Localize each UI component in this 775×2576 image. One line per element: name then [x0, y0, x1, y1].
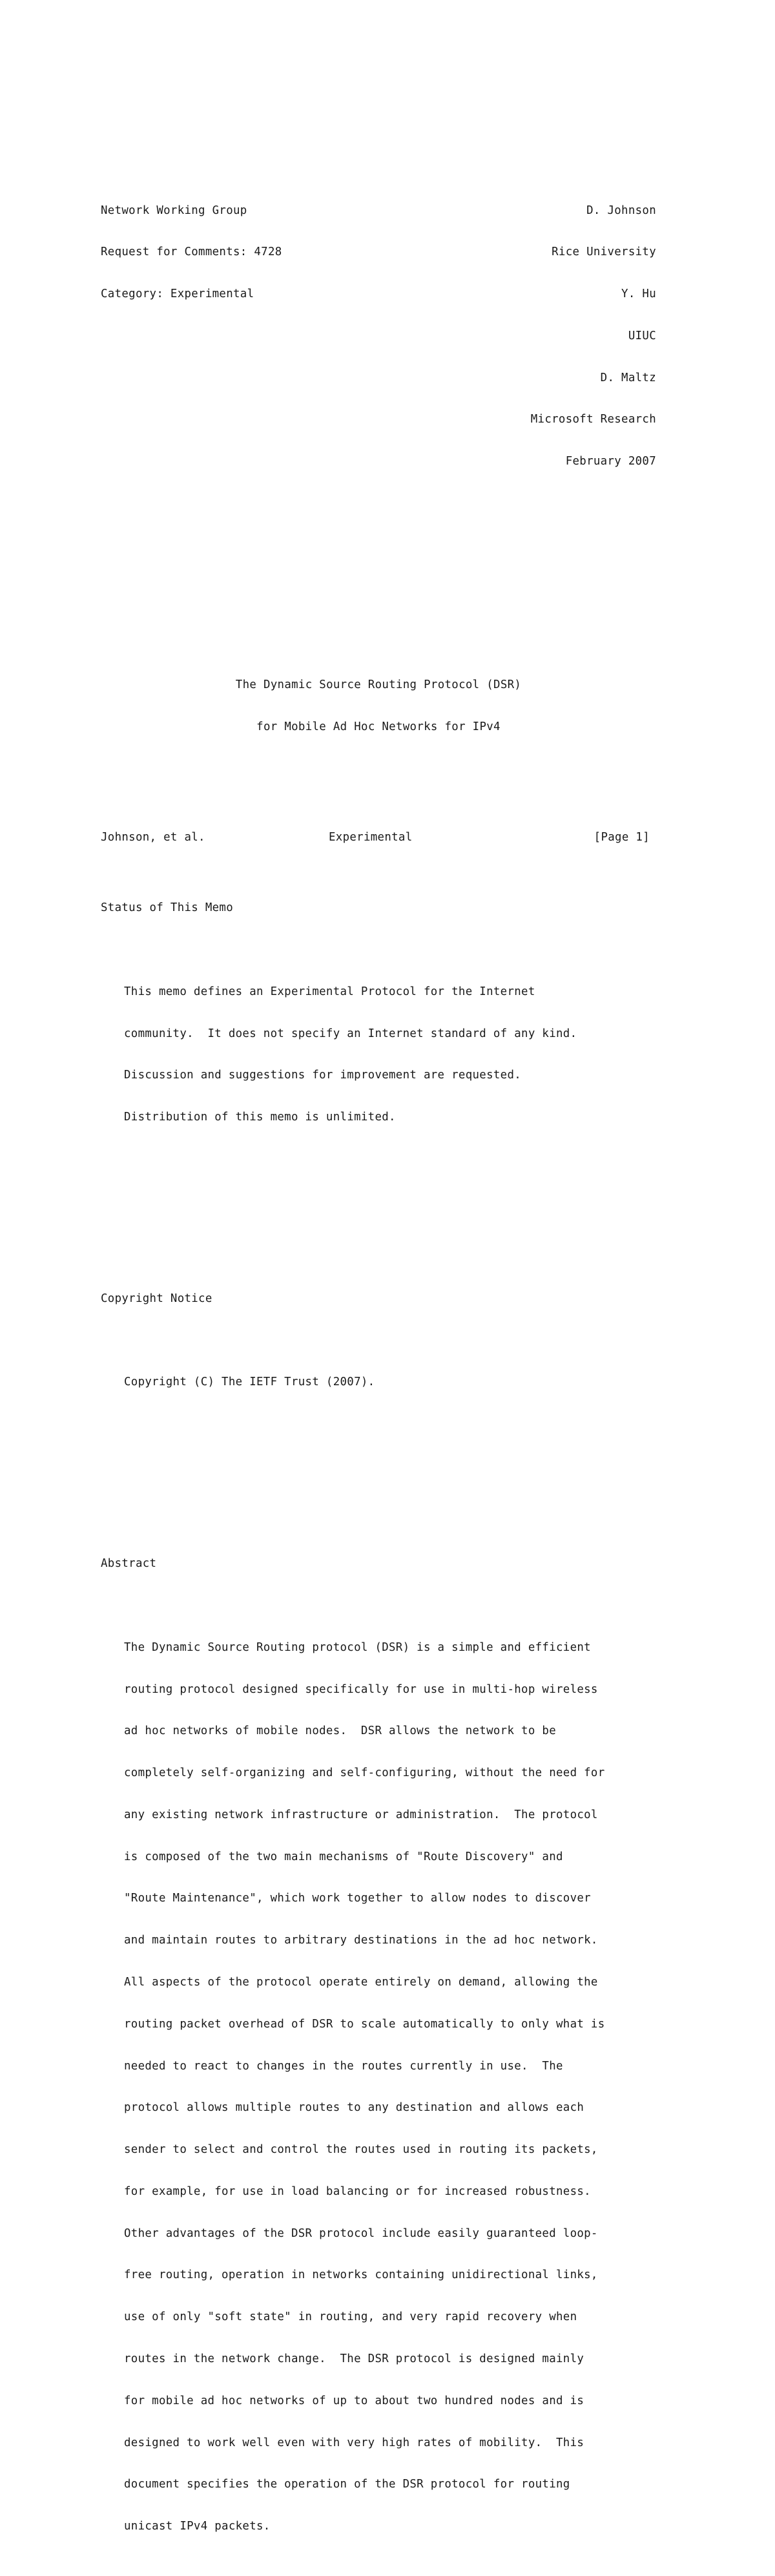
header-row	[101, 413, 656, 427]
paragraph-line: completely self-organizing and self-configuring, without the need for	[124, 1766, 605, 1780]
footer-category: Experimental	[329, 831, 413, 844]
header-right-line: UIUC	[628, 329, 656, 342]
header-right-line: February 2007	[565, 455, 656, 468]
paragraph-line: ad hoc networks of mobile nodes. DSR allows the network to be	[124, 1724, 556, 1738]
paragraph-line: protocol allows multiple routes to any destination and allows each	[124, 2101, 584, 2115]
paragraph-line: free routing, operation in networks containing unidirectional links,	[124, 2268, 598, 2282]
footer-page-number: [Page 1]	[594, 831, 650, 844]
paragraph-line: for mobile ad hoc networks of up to about two hundred nodes and is	[124, 2394, 584, 2407]
header-left-line: Request for Comments: 4728	[101, 246, 282, 259]
header-left-line: Category: Experimental	[101, 288, 254, 301]
paragraph-line: Discussion and suggestions for improvement are requested.	[124, 1069, 522, 1082]
rfc-page	[101, 120, 656, 2576]
header-row	[101, 330, 656, 344]
paragraph-line: Other advantages of the DSR protocol include easily guaranteed loop-	[124, 2226, 598, 2240]
paragraph-line: needed to react to changes in the routes currently in use. The	[124, 2059, 563, 2073]
header-block	[101, 176, 656, 497]
header-row	[101, 204, 656, 218]
paragraph-line: routing protocol designed specifically for use in multi-hop wireless	[124, 1682, 598, 1696]
page-footer	[101, 831, 650, 845]
paragraph-line: routing packet overhead of DSR to scale automatically to only what is	[124, 2017, 605, 2031]
section-heading: Copyright Notice	[101, 1292, 212, 1305]
title-line: for Mobile Ad Hoc Networks for IPv4	[256, 720, 501, 733]
header-right-line: D. Johnson	[586, 204, 656, 217]
paragraph-line: document specifies the operation of the DSR protocol for routing	[124, 2478, 570, 2491]
title-line: The Dynamic Source Routing Protocol (DSR)	[235, 678, 522, 691]
status-section	[101, 874, 656, 1153]
paragraph-line: for example, for use in load balancing or for increased robustness.	[124, 2184, 591, 2198]
paragraph-line: The Dynamic Source Routing protocol (DSR) is a simple and efficient	[124, 1640, 591, 1654]
header-row	[101, 288, 656, 302]
paragraph-line: All aspects of the protocol operate entirely on demand, allowing the	[124, 1975, 598, 1989]
section-heading: Status of This Memo	[101, 901, 234, 915]
footer-authors: Johnson, et al.	[101, 831, 205, 844]
abstract-section	[101, 1529, 656, 2562]
section-heading: Abstract	[101, 1557, 157, 1571]
copyright-section	[101, 1264, 656, 1418]
document-title	[101, 651, 656, 762]
paragraph-line: This memo defines an Experimental Protocol for the Internet	[124, 985, 535, 998]
paragraph-line: sender to select and control the routes used in routing its packets,	[124, 2143, 598, 2157]
paragraph-line: unicast IPv4 packets.	[124, 2520, 271, 2533]
header-row	[101, 372, 656, 386]
header-row	[101, 246, 656, 260]
header-right-line: Y. Hu	[621, 288, 656, 301]
paragraph-line: "Route Maintenance", which work together to allow nodes to discover	[124, 1892, 591, 1905]
paragraph-line: Distribution of this memo is unlimited.	[124, 1111, 396, 1124]
paragraph-line: use of only "soft state" in routing, and very rapid recovery when	[124, 2310, 577, 2324]
header-row	[101, 455, 656, 469]
paragraph-line: designed to work well even with very high rates of mobility. This	[124, 2436, 584, 2449]
paragraph-line: Copyright (C) The IETF Trust (2007).	[124, 1376, 375, 1389]
paragraph-line: is composed of the two main mechanisms of "Route Discovery" and	[124, 1850, 563, 1863]
paragraph-line: community. It does not specify an Internet standard of any kind.	[124, 1027, 577, 1040]
header-right-line: Rice University	[552, 246, 656, 259]
paragraph-line: any existing network infrastructure or administration. The protocol	[124, 1808, 598, 1821]
paragraph-line: routes in the network change. The DSR protocol is designed mainly	[124, 2352, 584, 2365]
header-left-line: Network Working Group	[101, 204, 247, 217]
paragraph-line: and maintain routes to arbitrary destinations in the ad hoc network.	[124, 1934, 598, 1947]
header-right-line: Microsoft Research	[530, 413, 656, 426]
header-right-line: D. Maltz	[600, 371, 656, 384]
